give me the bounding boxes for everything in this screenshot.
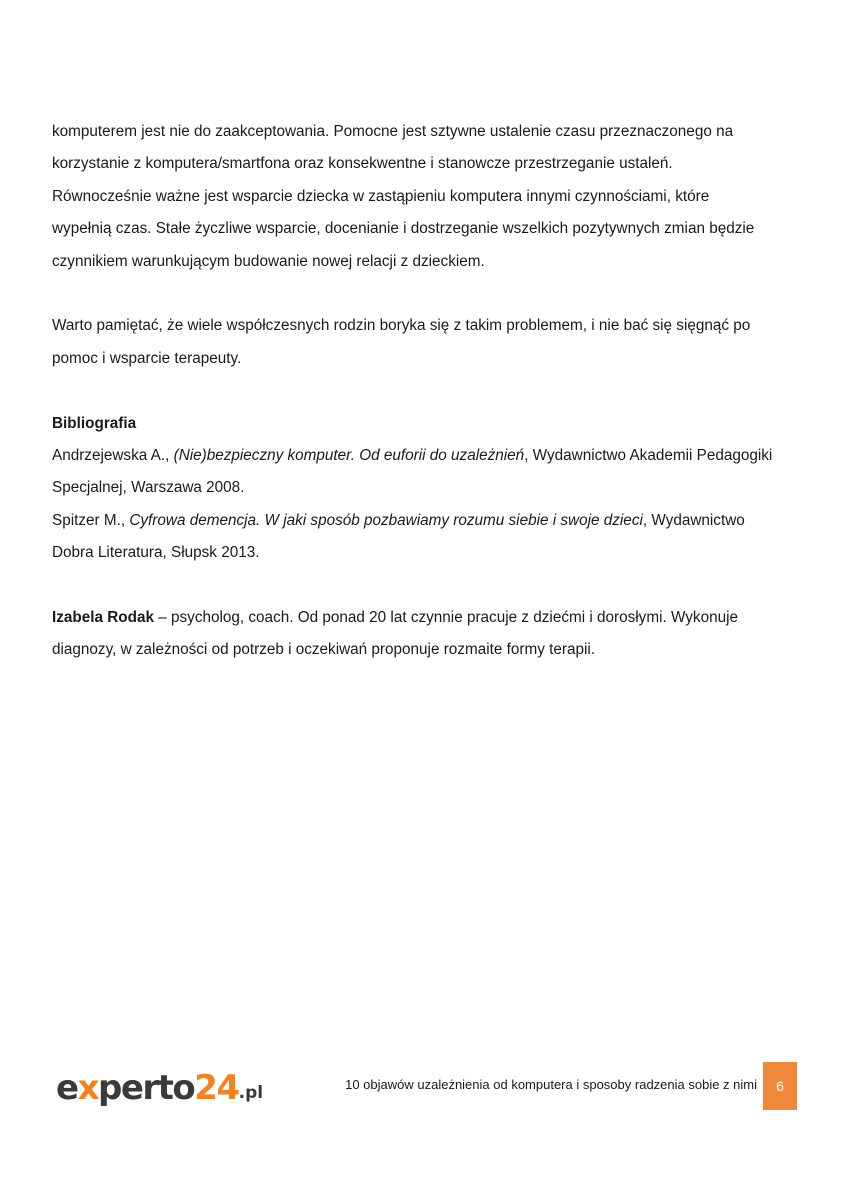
text-line: wypełnią czas. Stałe życzliwe wsparcie, docenianie i dostrzeganie wszelkich pozytywnych zmian będzie: [52, 220, 755, 238]
logo-text: e: [56, 1068, 78, 1108]
logo-number: 24: [194, 1068, 239, 1108]
bib-author: Spitzer M.,: [52, 511, 130, 529]
bibliography-heading: Bibliografia: [52, 414, 137, 432]
page-number: 6: [776, 1078, 784, 1094]
bib-author: Andrzejewska A.,: [52, 447, 174, 465]
bib-publisher: , Wydawnictwo Akademii Pedagogiki: [524, 447, 773, 465]
bib-publisher: , Wydawnictwo: [642, 511, 745, 529]
author-note-line-1: [52, 602, 804, 634]
author-name: Izabela Rodak: [52, 609, 155, 627]
author-description: – psycholog, coach. Od ponad 20 lat czynnie pracuje z dziećmi i dorosłymi. Wykonuje: [154, 609, 739, 627]
text-line: korzystanie z komputera/smartfona oraz konsekwentne i stanowcze przestrzeganie ustaleń.: [52, 155, 673, 173]
logo-tld: .pl: [238, 1083, 264, 1103]
bibliography: [52, 408, 804, 570]
text-line: komputerem jest nie do zaakceptowania. Pomocne jest sztywne ustalenie czasu przeznaczonego na: [52, 123, 734, 140]
footer-title: 10 objawów uzależnienia od komputera i sposoby radzenia sobie z nimi: [345, 1077, 757, 1092]
text-line: Równocześnie ważne jest wsparcie dziecka w zastąpieniu komputera innymi czynnościami, które: [52, 187, 710, 205]
text-line: czynnikiem warunkującym budowanie nowej relacji z dzieckiem.: [52, 252, 485, 270]
bibliography-entry-2-line-1: [52, 505, 804, 537]
page-footer: [0, 1060, 849, 1112]
bibliography-entry-2-line-2: Dobra Literatura, Słupsk 2013.: [52, 544, 260, 562]
text-line: Warto pamiętać, że wiele współczesnych rodzin boryka się z takim problemem, i nie bać się sięgnąć po: [52, 317, 751, 335]
bib-title: (Nie)bezpieczny komputer. Od euforii do uzależnień: [173, 447, 525, 465]
bibliography-entry-1-line-2: Specjalnej, Warszawa 2008.: [52, 479, 245, 497]
author-note: [52, 602, 804, 667]
page-number-badge: [763, 1062, 797, 1110]
author-note-line-2: diagnozy, w zależności od potrzeb i oczekiwań proponuje rozmaite formy terapii.: [52, 641, 596, 659]
document-body: [52, 116, 804, 699]
text-line: pomoc i wsparcie terapeuty.: [52, 349, 242, 367]
bibliography-entry-1-line-1: [52, 440, 804, 472]
bib-title: Cyfrowa demencja. W jaki sposób pozbawiamy rozumu siebie i swoje dzieci: [129, 511, 643, 529]
paragraph-2: [52, 310, 804, 375]
logo-text: perto: [98, 1068, 195, 1108]
experto24-logo: [56, 1064, 263, 1108]
logo-x: x: [77, 1068, 98, 1108]
paragraph-1: [52, 116, 804, 278]
